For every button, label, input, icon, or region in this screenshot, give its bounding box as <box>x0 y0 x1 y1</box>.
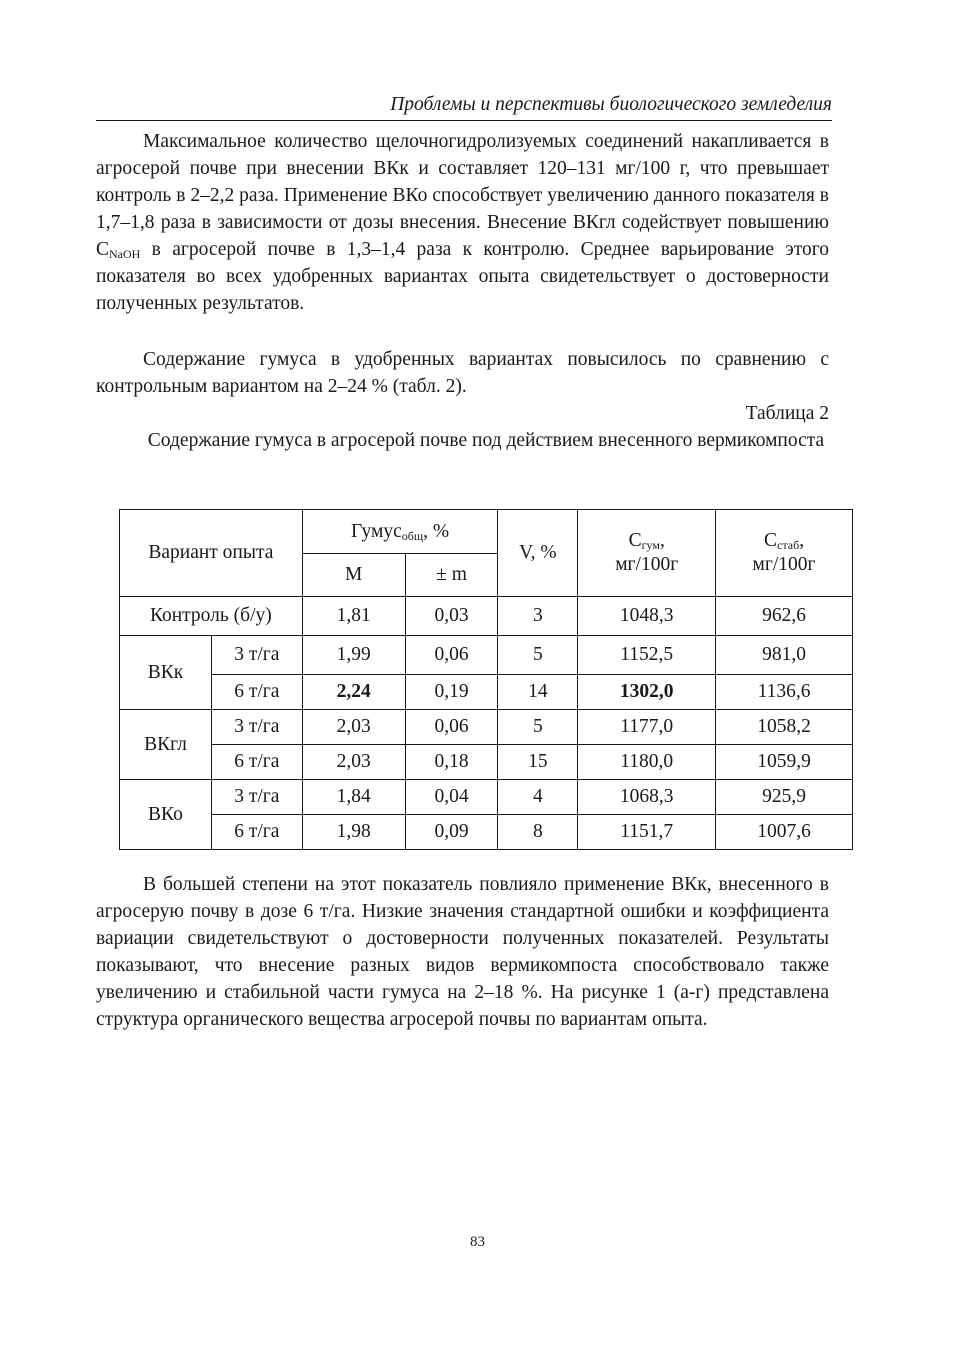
cgum-header-sub: гум <box>641 538 660 552</box>
cell-cgum: 1068,3 <box>578 780 716 815</box>
group-label: ВКгл <box>120 710 212 780</box>
cell-v: 8 <box>498 815 578 850</box>
header-row-1 <box>120 510 853 554</box>
cell-dose: 6 т/га <box>211 745 302 780</box>
cell-v: 5 <box>498 636 578 675</box>
cell-cstab: 1058,2 <box>716 710 853 745</box>
cell-cstab: 1136,6 <box>716 675 853 710</box>
cell-cgum: 1177,0 <box>578 710 716 745</box>
variant-header: Вариант опыта <box>120 510 303 597</box>
paragraph-3: В большей степени на этот показатель повлияло применение ВКк, внесенного в агросерую почву в дозе 6 т/га. Низкие значения стандартной ошибки и коэффициента вариации свидетельствуют о достоверности полученных показателей. Результаты показывают, что внесение разных видов вермикомпоста способствовало также увеличению и стабильной части гумуса на 2–18 %. На рисунке 1 (а-г) представлена структура органического вещества агросерой почвы по вариантам опыта. <box>96 874 829 1030</box>
group-label: ВКк <box>120 636 212 710</box>
cstab-header <box>716 510 853 597</box>
table-row-control <box>120 597 853 636</box>
cell-v: 5 <box>498 710 578 745</box>
running-header: Проблемы и перспективы биологического земледелия <box>96 90 832 121</box>
control-label: Контроль (б/у) <box>120 597 303 636</box>
cell-m: 1,84 <box>302 780 405 815</box>
cell-cstab: 1059,9 <box>716 745 853 780</box>
humus-table <box>119 509 853 850</box>
cgum-header-unit: мг/100г <box>615 554 679 575</box>
cell-cgum: 1302,0 <box>578 675 716 710</box>
cell-cgum: 1152,5 <box>578 636 716 675</box>
cell-cstab: 962,6 <box>716 597 853 636</box>
naoh-subscript: NaOH <box>109 247 141 261</box>
humus-header-sub: общ <box>401 528 424 543</box>
paragraph-1-text-a: Максимальное количество щелочногидролизуемых соединений накапливается в агросерой почве при внесении ВКк и составляет 120–131 мг/100 г, что превышает контроль в 2–2,2 раза. Применение ВКо способствует увеличению данного показателя в 1,7–1,8 раза в зависимости от дозы внесения. Внесение ВКгл содействует повышению C <box>96 131 829 260</box>
table-row <box>120 636 853 675</box>
humus-header-base: Гумус <box>351 520 402 542</box>
table-caption: Содержание гумуса в агросерой почве под действием внесенного вермикомпоста <box>147 430 825 451</box>
cell-v: 3 <box>498 597 578 636</box>
cell-cstab: 981,0 <box>716 636 853 675</box>
cell-pm: 0,09 <box>405 815 498 850</box>
cell-cgum: 1180,0 <box>578 745 716 780</box>
table-row <box>120 815 853 850</box>
cell-pm: 0,04 <box>405 780 498 815</box>
cgum-header-suffix: , <box>659 530 665 551</box>
cell-dose: 6 т/га <box>211 675 302 710</box>
group-label: ВКо <box>120 780 212 850</box>
table-row <box>120 710 853 745</box>
cstab-header-base: C <box>764 530 778 551</box>
cell-m: 1,99 <box>302 636 405 675</box>
cell-cstab: 1007,6 <box>716 815 853 850</box>
cell-pm: 0,06 <box>405 710 498 745</box>
cell-cstab: 925,9 <box>716 780 853 815</box>
cell-m: 2,03 <box>302 710 405 745</box>
paragraph-1 <box>96 128 829 317</box>
cell-v: 4 <box>498 780 578 815</box>
cgum-header <box>578 510 716 597</box>
table-row <box>120 745 853 780</box>
cell-pm: 0,19 <box>405 675 498 710</box>
cgum-header-base: C <box>628 530 642 551</box>
table-row <box>120 675 853 710</box>
cell-m: 2,03 <box>302 745 405 780</box>
cell-m: 1,98 <box>302 815 405 850</box>
cell-pm: 0,03 <box>405 597 498 636</box>
cell-m: 1,81 <box>302 597 405 636</box>
humus-header <box>302 510 498 554</box>
cstab-header-unit: мг/100г <box>752 554 816 575</box>
cstab-header-suffix: , <box>799 530 805 551</box>
pm-header: ± m <box>405 554 498 597</box>
v-header: V, % <box>498 510 578 597</box>
table-number: Таблица 2 <box>745 403 829 424</box>
humus-header-suffix: , % <box>423 520 450 542</box>
cell-v: 14 <box>498 675 578 710</box>
cell-m: 2,24 <box>302 675 405 710</box>
paragraph-2: Содержание гумуса в удобренных вариантах повысилось по сравнению с контрольным вариантом на 2–24 % (табл. 2). <box>96 349 829 397</box>
cell-v: 15 <box>498 745 578 780</box>
cell-pm: 0,18 <box>405 745 498 780</box>
paragraph-1-text-b: в агросерой почве в 1,3–1,4 раза к контролю. Среднее варьирование этого показателя во всех удобренных вариантах опыта свидетельствует о достоверности полученных результатов. <box>96 239 829 314</box>
cstab-header-sub: стаб <box>777 538 800 552</box>
page-number: 83 <box>470 1234 485 1250</box>
cell-cgum: 1048,3 <box>578 597 716 636</box>
m-header: M <box>302 554 405 597</box>
cell-dose: 3 т/га <box>211 780 302 815</box>
cell-cgum: 1151,7 <box>578 815 716 850</box>
table-row <box>120 780 853 815</box>
cell-dose: 3 т/га <box>211 710 302 745</box>
cell-dose: 3 т/га <box>211 636 302 675</box>
cell-dose: 6 т/га <box>211 815 302 850</box>
cell-pm: 0,06 <box>405 636 498 675</box>
